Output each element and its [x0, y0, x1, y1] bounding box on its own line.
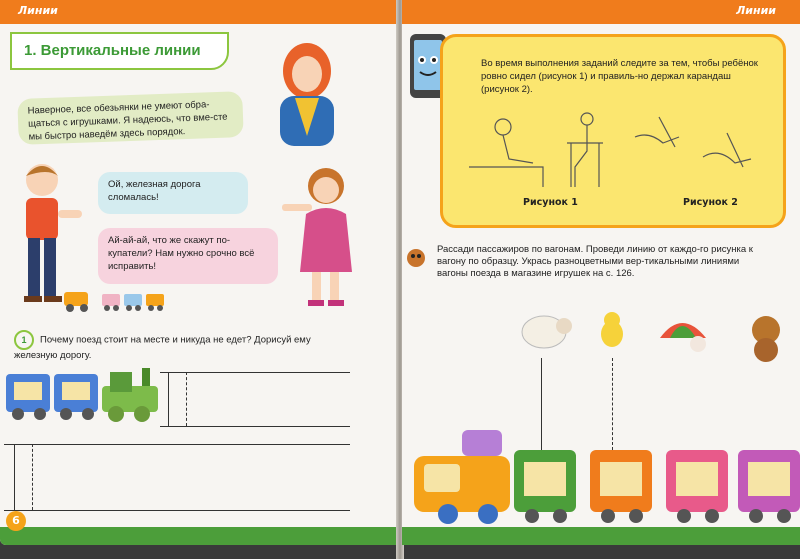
footer-band-right [402, 527, 800, 545]
left-page [0, 0, 398, 545]
header-band-right [402, 0, 800, 24]
sleeper-dashed-2 [32, 444, 33, 510]
page-title [10, 32, 229, 70]
boy-speech-bubble: Ой, железная дорога сломалась! [98, 172, 248, 214]
parent-note-box [440, 34, 786, 228]
sleeper-dashed [186, 372, 187, 426]
figure-1-caption: Рисунок 1 [523, 197, 578, 208]
header-label-left: Линии [18, 4, 58, 17]
intro-speech-bubble: Наверное, все обезьянки не умеют обра-щаться с игрушками. Я надеюсь, что вме-сте мы быстро наведём здесь порядок. [17, 91, 243, 145]
right-toy-train [404, 428, 800, 524]
figure-2-caption: Рисунок 2 [683, 197, 738, 208]
girl-speech-bubble: Ай-ай-ай, что же скажут по-купатели? Нам нужно срочно всё исправить! [98, 228, 278, 284]
left-toy-train [4, 368, 164, 428]
teacher-illustration [262, 36, 352, 146]
sleeper-solid-2 [14, 444, 15, 510]
task-1-text: Почему поезд стоит на месте и никуда не едет? Дорисуй ему железную дорогу. [14, 334, 311, 361]
page-title-text: 1. Вертикальные линии [24, 42, 201, 59]
toy-cars-illustration [60, 286, 170, 316]
page-number: 6 [6, 511, 26, 531]
rail-line-1 [160, 372, 350, 373]
rail-line-3 [4, 444, 350, 445]
rail-line-4 [4, 510, 350, 511]
girl-illustration [282, 162, 362, 312]
sleeper-solid [168, 372, 169, 426]
header-label-right: Линии [736, 4, 776, 17]
task-1-instructions [14, 330, 354, 362]
header-band-left [0, 0, 398, 24]
task-number-badge: 1 [14, 330, 34, 350]
rail-line-2 [160, 426, 350, 427]
footer-band-left [0, 527, 398, 545]
posture-figures [463, 107, 763, 191]
squirrel-icon [404, 246, 426, 272]
passenger-animals [520, 308, 790, 364]
parent-note-text: Во время выполнения заданий следите за тем, чтобы ребёнок ровно сидел (рисунок 1) и правиль-но держал карандаш (рисунок 2). [481, 58, 758, 95]
task-2-instructions: Рассади пассажиров по вагонам. Проведи линию от каждо-го рисунка к вагону по образцу. Укрась разноцветными вер-тикальными линиями вагоны поезда в магазине игрушек на с. 126. [437, 244, 753, 279]
